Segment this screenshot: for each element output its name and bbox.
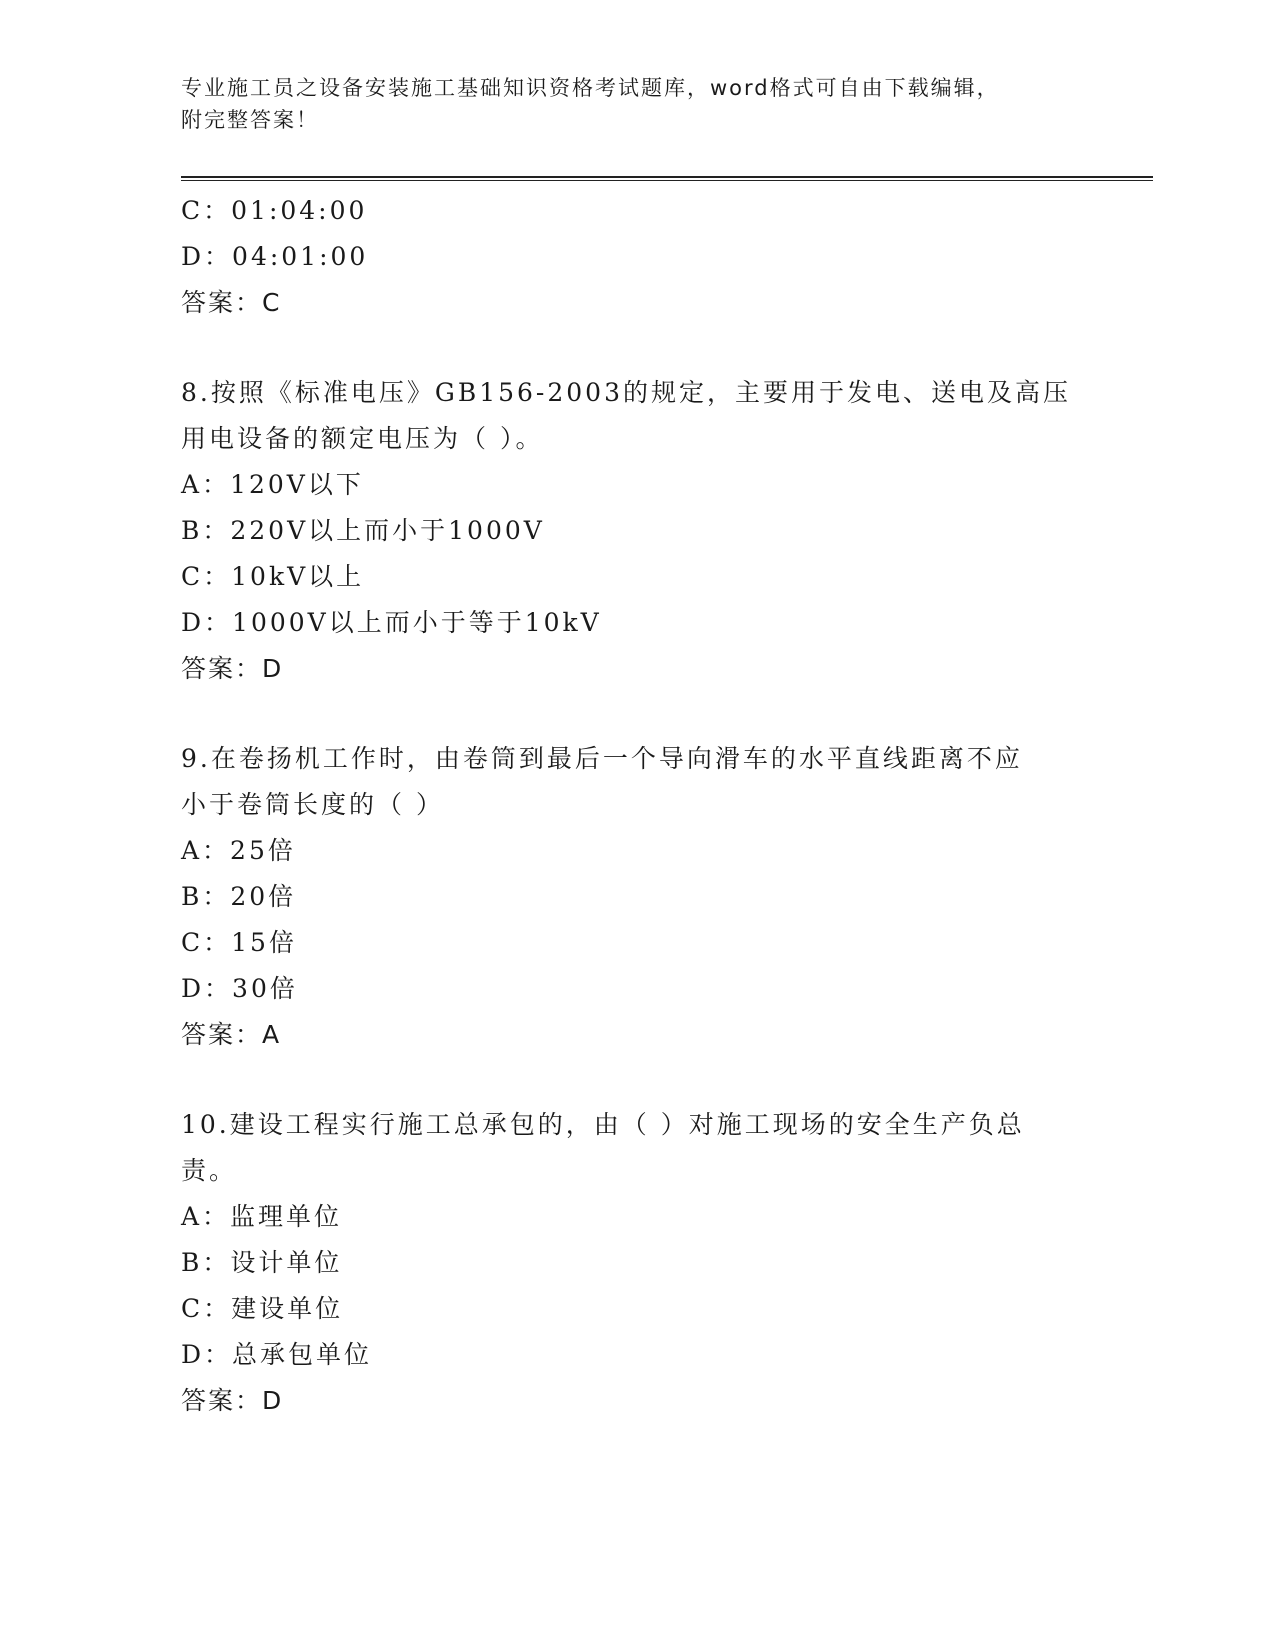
- option-d: D：30倍: [181, 974, 298, 1003]
- option-d: D：总承包单位: [181, 1340, 373, 1369]
- option-c: C：01:04:00: [181, 196, 368, 225]
- question-stem-line: 9.在卷扬机工作时，由卷筒到最后一个导向滑车的水平直线距离不应: [181, 744, 1023, 773]
- option-a: A：25倍: [181, 836, 296, 865]
- page-header: [181, 72, 1061, 136]
- question-block-9: [181, 736, 1081, 1058]
- answer-line: 答案：D: [181, 1386, 284, 1415]
- question-stem: [181, 736, 1081, 828]
- option-c: C：15倍: [181, 928, 297, 957]
- answer-line: 答案：C: [181, 288, 282, 317]
- option-c: C：建设单位: [181, 1294, 344, 1323]
- option-a: A：120V以下: [181, 470, 364, 499]
- question-block-7-tail: [181, 188, 1081, 326]
- header-line-1: 专业施工员之设备安装施工基础知识资格考试题库，word格式可自由下载编辑，: [181, 76, 1000, 100]
- header-line-2: 附完整答案！: [181, 108, 319, 132]
- option-d: D：04:01:00: [181, 242, 369, 271]
- option-c: C：10kV以上: [181, 562, 365, 591]
- question-stem: [181, 370, 1081, 462]
- question-block-8: [181, 370, 1081, 692]
- question-stem-line: 小于卷筒长度的（ ）: [181, 790, 444, 819]
- question-stem-line: 责。: [181, 1156, 238, 1185]
- option-b: B：20倍: [181, 882, 297, 911]
- option-d: D：1000V以上而小于等于10kV: [181, 608, 602, 637]
- question-stem-line: 8.按照《标准电压》GB156-2003的规定，主要用于发电、送电及高压: [181, 378, 1071, 407]
- answer-line: 答案：D: [181, 654, 284, 683]
- header-divider: [181, 176, 1153, 181]
- option-b: B：220V以上而小于1000V: [181, 516, 545, 545]
- question-block-10: [181, 1102, 1081, 1424]
- question-stem-line: 用电设备的额定电压为（ ）。: [181, 424, 544, 453]
- option-b: B：设计单位: [181, 1248, 343, 1277]
- answer-line: 答案：A: [181, 1020, 282, 1049]
- document-body: [181, 188, 1081, 1424]
- question-stem-line: 10.建设工程实行施工总承包的，由（ ）对施工现场的安全生产负总: [181, 1110, 1025, 1139]
- option-a: A：监理单位: [181, 1202, 343, 1231]
- question-stem: [181, 1102, 1081, 1194]
